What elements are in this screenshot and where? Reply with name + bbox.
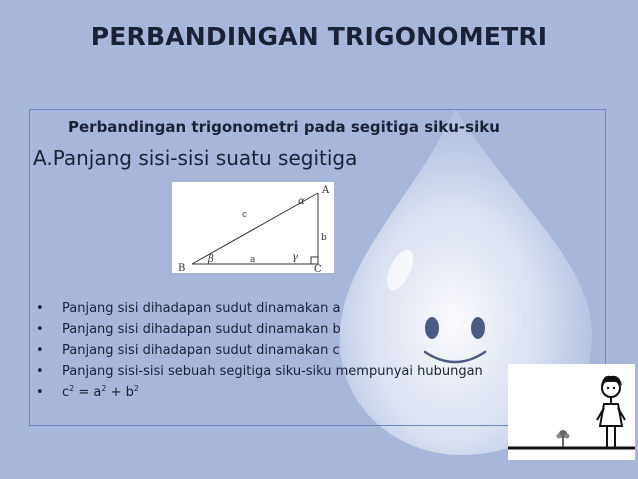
slide-title: PERBANDINGAN TRIGONOMETRI [90,22,548,51]
formula-exponent: 2 [101,384,107,393]
angle-gamma-label: γ [292,252,298,263]
list-item [36,340,483,361]
formula-exponent: 2 [69,384,75,393]
bullet-text: Panjang sisi dihadapan sudut dinamakan c [62,343,340,358]
list-item [36,361,483,382]
formula-plus-b: + b [106,385,134,400]
angle-alpha-label: α [298,196,305,207]
side-b-label: b [321,233,327,243]
bullet-text: Panjang sisi dihadapan sudut dinamakan a [62,301,341,316]
pythagoras-formula [36,382,483,403]
formula-equals-a: = a [74,385,102,400]
slide-subtitle: Perbandingan trigonometri pada segitiga siku-siku [68,118,500,136]
side-c-label: c [242,210,248,220]
angle-beta-label: β [208,254,214,265]
vertex-c-label: C [314,264,322,273]
formula-c: c [62,385,70,400]
bullet-marker: • [36,301,44,316]
bullet-text: Panjang sisi-sisi sebuah segitiga siku-siku mempunyai hubungan [62,364,483,379]
bullet-marker: • [36,364,44,379]
list-item [36,298,483,319]
right-angle-marker [311,257,318,264]
bullet-text: Panjang sisi dihadapan sudut dinamakan b [62,322,341,337]
bullet-marker: • [36,322,44,337]
girl-flower-icon [508,364,635,460]
side-a-label: a [250,255,256,265]
bullet-marker: • [36,385,44,400]
vertex-b-label: B [178,263,186,273]
right-triangle-figure [172,182,334,273]
bullet-list [36,298,483,403]
section-heading: A.Panjang sisi-sisi suatu segitiga [33,146,358,170]
bullet-marker: • [36,343,44,358]
formula-exponent: 2 [133,384,139,393]
vertex-a-label: A [322,185,330,196]
triangle-diagram [172,182,334,273]
girl-with-flower-illustration [508,364,635,460]
list-item [36,319,483,340]
